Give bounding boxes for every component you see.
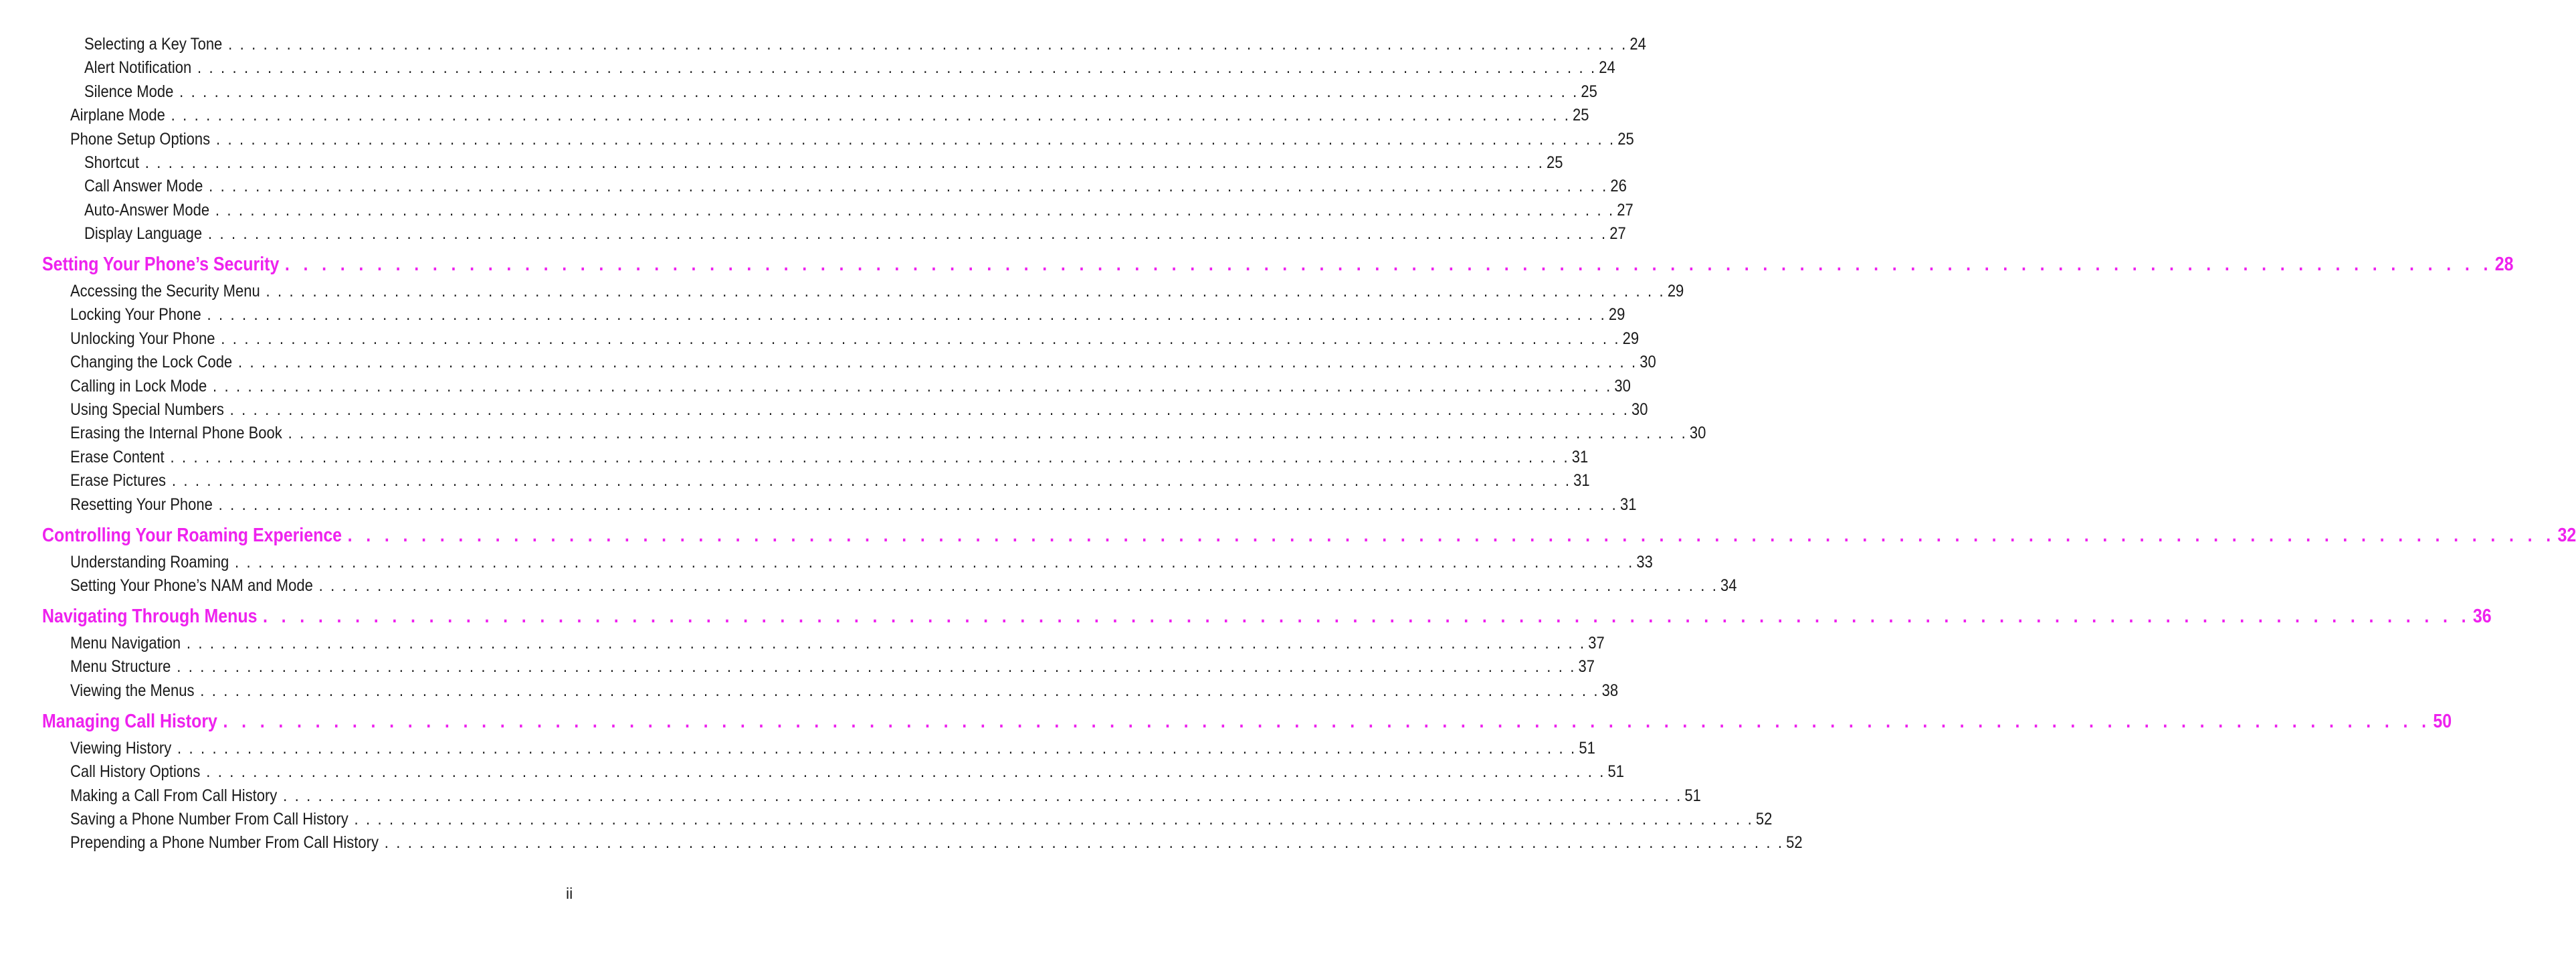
toc-entry-page: 37 [1578,657,1595,676]
toc-entry[interactable] [70,353,1656,372]
toc-entry-page: 31 [1573,471,1590,490]
toc-entry[interactable] [70,833,1803,853]
toc-entry[interactable] [70,400,1648,420]
toc-entry-page: 34 [1720,576,1737,595]
toc-entry-page: 32 [2557,525,2576,546]
toc-entry[interactable] [70,762,1624,782]
toc-entry[interactable] [70,553,1653,572]
toc-entry-title: Erasing the Internal Phone Book [70,424,282,442]
toc-entry-page: 52 [1755,810,1773,829]
toc-entry-page: 51 [1684,786,1701,805]
dot-leader: . . . . . . . . . . . . . . . . . . . . . . . . . . . . . . . . . . . . . . . . . . . . . . . . . . . . . . . . . . . . . . . . . . . . . . . . . . . . . . . . . . . . . . . . . . . . . . . . . . . . . . . . . . . . . . . . . . . . . . . . [179,82,1579,101]
toc-entry-title: Resetting Your Phone [70,495,213,514]
toc-entry-title: Call Answer Mode [84,177,203,195]
toc-entry-page: 30 [1640,353,1656,371]
dot-leader: . . . . . . . . . . . . . . . . . . . . . . . . . . . . . . . . . . . . . . . . . . . . . . . . . . . . . . . . . . . . . . . . . . . . . . . . . . . . . . . . . . . . . . . . . . . . . . . . . . . . . . . . . . . . . . . . . . . . . . . . [284,254,2493,275]
page-number: ii [566,885,573,902]
toc-entry-page: 36 [2472,606,2492,627]
toc-entry[interactable] [70,282,1684,301]
toc-chapter-entry[interactable] [42,254,2514,276]
toc-entry-title: Saving a Phone Number From Call History [70,810,349,829]
dot-leader: . . . . . . . . . . . . . . . . . . . . . . . . . . . . . . . . . . . . . . . . . . . . . . . . . . . . . . . . . . . . . . . . . . . . . . . . . . . . . . . . . . . . . . . . . . . . . . . . . . . . . . . . . . . . . . . . . . . . . . . . [221,329,1621,348]
toc-entry-title: Display Language [84,224,203,243]
toc-entry-title: Calling in Lock Mode [70,377,207,396]
toc-entry[interactable] [70,377,1631,396]
toc-entry[interactable] [70,634,1605,653]
toc-entry-title: Viewing History [70,739,172,758]
toc-entry-title: Call History Options [70,762,201,781]
toc-entry-title: Using Special Numbers [70,400,224,419]
toc-entry-page: 52 [1786,833,1803,852]
toc-entry[interactable] [70,739,1595,758]
toc-entry-page: 51 [1579,739,1595,758]
dot-leader: . . . . . . . . . . . . . . . . . . . . . . . . . . . . . . . . . . . . . . . . . . . . . . . . . . . . . . . . . . . . . . . . . . . . . . . . . . . . . . . . . . . . . . . . . . . . . . . . . . . . . . . . . . . . . . . . . . . . . . . . [218,495,1618,514]
toc-entry[interactable] [70,786,1701,806]
toc-entry[interactable] [70,329,1640,349]
toc-entry-page: 25 [1547,153,1563,172]
toc-entry-title: Erase Content [70,448,165,466]
toc-entry[interactable] [84,58,1615,78]
toc-entry-title: Accessing the Security Menu [70,282,260,300]
toc-entry-title: Airplane Mode [70,106,165,124]
toc-entry[interactable] [70,810,1773,829]
dot-leader: . . . . . . . . . . . . . . . . . . . . . . . . . . . . . . . . . . . . . . . . . . . . . . . . . . . . . . . . . . . . . . . . . . . . . . . . . . . . . . . . . . . . . . . . . . . . . . . . . . . . . . . . . . . . . . . . . . . . . . . . [215,201,1615,220]
toc-entry-page: 24 [1599,58,1615,77]
toc-entry-page: 25 [1617,130,1634,149]
toc-entry-title: Setting Your Phone’s NAM and Mode [70,576,313,595]
toc-entry-page: 51 [1607,762,1624,781]
toc-entry[interactable] [84,201,1633,220]
toc-entry-page: 27 [1609,224,1626,243]
toc-entry-page: 30 [1631,400,1648,419]
dot-leader: . . . . . . . . . . . . . . . . . . . . . . . . . . . . . . . . . . . . . . . . . . . . . . . . . . . . . . . . . . . . . . . . . . . . . . . . . . . . . . . . . . . . . . . . . . . . . . . . . . . . . . . . . . . . . . . . . . . . . . . . [263,606,2471,627]
toc-entry-page: 28 [2494,254,2514,275]
toc-entry-title: Unlocking Your Phone [70,329,215,348]
toc-entry-title: Erase Pictures [70,471,167,490]
dot-leader: . . . . . . . . . . . . . . . . . . . . . . . . . . . . . . . . . . . . . . . . . . . . . . . . . . . . . . . . . . . . . . . . . . . . . . . . . . . . . . . . . . . . . . . . . . . . . . . . . . . . . . . . . . . . . . . . . . . . . . . . [354,810,1754,829]
toc-entry[interactable] [84,35,1646,54]
toc-entry-title: Understanding Roaming [70,553,229,572]
dot-leader: . . . . . . . . . . . . . . . . . . . . . . . . . . . . . . . . . . . . . . . . . . . . . . . . . . . . . . . . . . . . . . . . . . . . . . . . . . . . . . . . . . . . . . . . . . . . . . . . . . . . . . . . . . . . . . . . . . . . . . . . [318,576,1718,595]
toc-entry-page: 26 [1610,177,1627,195]
toc-entry-title: Prepending a Phone Number From Call History [70,833,379,852]
toc-entry[interactable] [70,448,1589,467]
toc-entry[interactable] [84,177,1627,196]
dot-leader: . . . . . . . . . . . . . . . . . . . . . . . . . . . . . . . . . . . . . . . . . . . . . . . . . . . . . . . . . . . . . . . . . . . . . . . . . . . . . . . . . . . . . . . . . . . . . . . . . . . . . . . . . . . . . . . . . . . . . . . . [186,634,1586,652]
toc-entry-page: 30 [1614,377,1631,396]
dot-leader: . . . . . . . . . . . . . . . . . . . . . . . . . . . . . . . . . . . . . . . . . . . . . . . . . . . . . . . . . . . . . . . . . . . . . . . . . . . . . . . . . . . . . . . . . . . . . . . . . . . . . . . . . . . . . . . . . . . . . . . . [206,762,1605,781]
toc-entry-page: 50 [2433,711,2452,732]
dot-leader: . . . . . . . . . . . . . . . . . . . . . . . . . . . . . . . . . . . . . . . . . . . . . . . . . . . . . . . . . . . . . . . . . . . . . . . . . . . . . . . . . . . . . . . . . . . . . . . . . . . . . . . . . . . . . . . . . . . . . . . . [197,58,1597,77]
toc-entry[interactable] [70,424,1706,443]
dot-leader: . . . . . . . . . . . . . . . . . . . . . . . . . . . . . . . . . . . . . . . . . . . . . . . . . . . . . . . . . . . . . . . . . . . . . . . . . . . . . . . . . . . . . . . . . . . . . . . . . . . . . . . . . . . . . . . . . . . . . . . . [215,130,1615,149]
toc-entry-title: Making a Call From Call History [70,786,278,805]
dot-leader: . . . . . . . . . . . . . . . . . . . . . . . . . . . . . . . . . . . . . . . . . . . . . . . . . . . . . . . . . . . . . . . . . . . . . . . . . . . . . . . . . . . . . . . . . . . . . . . . . . . . . . . . . . . . . . . . . . . . . . . . [228,35,1627,54]
dot-leader: . . . . . . . . . . . . . . . . . . . . . . . . . . . . . . . . . . . . . . . . . . . . . . . . . . . . . . . . . . . . . . . . . . . . . . . . . . . . . . . . . . . . . . . . . . . . . . . . . . . . . . . . . . . . . . . . . . . . . . . . [170,448,1570,466]
toc-entry[interactable] [70,576,1737,596]
dot-leader: . . . . . . . . . . . . . . . . . . . . . . . . . . . . . . . . . . . . . . . . . . . . . . . . . . . . . . . . . . . . . . . . . . . . . . . . . . . . . . . . . . . . . . . . . . . . . . . . . . . . . . . . . . . . . . . . . . . . . . . . [207,224,1607,243]
toc-entry[interactable] [70,305,1625,325]
dot-leader: . . . . . . . . . . . . . . . . . . . . . . . . . . . . . . . . . . . . . . . . . . . . . . . . . . . . . . . . . . . . . . . . . . . . . . . . . . . . . . . . . . . . . . . . . . . . . . . . . . . . . . . . . . . . . . . . . . . . . . . . [229,400,1629,419]
toc-entry-title: Changing the Lock Code [70,353,233,371]
toc-entry-page: 33 [1636,553,1653,572]
toc-entry[interactable] [84,82,1597,102]
toc-entry-title: Shortcut [84,153,139,172]
toc-chapter-entry[interactable] [42,525,2576,547]
toc-entry-page: 29 [1667,282,1684,300]
dot-leader: . . . . . . . . . . . . . . . . . . . . . . . . . . . . . . . . . . . . . . . . . . . . . . . . . . . . . . . . . . . . . . . . . . . . . . . . . . . . . . . . . . . . . . . . . . . . . . . . . . . . . . . . . . . . . . . . . . . . . . . . [177,657,1577,676]
toc-entry-title: Alert Notification [84,58,192,77]
dot-leader: . . . . . . . . . . . . . . . . . . . . . . . . . . . . . . . . . . . . . . . . . . . . . . . . . . . . . . . . . . . . . . . . . . . . . . . . . . . . . . . . . . . . . . . . . . . . . . . . . . . . . . . . . . . . . . . . . . . . . . . . [171,471,1571,490]
toc-entry-page: 29 [1608,305,1625,324]
toc-entry-page: 31 [1619,495,1637,514]
toc-entry-title: Setting Your Phone’s Security [42,254,280,275]
dot-leader: . . . . . . . . . . . . . . . . . . . . . . . . . . . . . . . . . . . . . . . . . . . . . . . . . . . . . . . . . . . . . . . . . . . . . . . . . . . . . . . . . . . . . . . . . . . . . . . . . . . . . . . . . . . . . . . . . . . . . . . . [283,786,1682,805]
toc-entry-page: 27 [1617,201,1633,220]
toc-entry-title: Phone Setup Options [70,130,211,149]
toc-entry-title: Menu Navigation [70,634,181,652]
toc-entry[interactable] [70,681,1619,701]
toc-entry[interactable] [70,106,1589,125]
toc-entry-title: Menu Structure [70,657,171,676]
toc-entry-title: Selecting a Key Tone [84,35,223,54]
toc-entry-page: 31 [1571,448,1589,466]
dot-leader: . . . . . . . . . . . . . . . . . . . . . . . . . . . . . . . . . . . . . . . . . . . . . . . . . . . . . . . . . . . . . . . . . . . . . . . . . . . . . . . . . . . . . . . . . . . . . . . . . . . . . . . . . . . . . . . . . . . . . . . . [213,377,1612,396]
dot-leader: . . . . . . . . . . . . . . . . . . . . . . . . . . . . . . . . . . . . . . . . . . . . . . . . . . . . . . . . . . . . . . . . . . . . . . . . . . . . . . . . . . . . . . . . . . . . . . . . . . . . . . . . . . . . . . . . . . . . . . . . [200,681,1600,700]
dot-leader: . . . . . . . . . . . . . . . . . . . . . . . . . . . . . . . . . . . . . . . . . . . . . . . . . . . . . . . . . . . . . . . . . . . . . . . . . . . . . . . . . . . . . . . . . . . . . . . . . . . . . . . . . . . . . . . . . . . . . . . . [235,553,1634,572]
dot-leader: . . . . . . . . . . . . . . . . . . . . . . . . . . . . . . . . . . . . . . . . . . . . . . . . . . . . . . . . . . . . . . . . . . . . . . . . . . . . . . . . . . . . . . . . . . . . . . . . . . . . . . . . . . . . . . . . . . . . . . . . [384,833,1784,852]
dot-leader: . . . . . . . . . . . . . . . . . . . . . . . . . . . . . . . . . . . . . . . . . . . . . . . . . . . . . . . . . . . . . . . . . . . . . . . . . . . . . . . . . . . . . . . . . . . . . . . . . . . . . . . . . . . . . . . . . . . . . . . . [266,282,1666,300]
toc-entry-page: 30 [1689,424,1706,442]
toc-entry-title: Auto-Answer Mode [84,201,210,220]
dot-leader: . . . . . . . . . . . . . . . . . . . . . . . . . . . . . . . . . . . . . . . . . . . . . . . . . . . . . . . . . . . . . . . . . . . . . . . . . . . . . . . . . . . . . . . . . . . . . . . . . . . . . . . . . . . . . . . . . . . . . . . . [237,353,1638,371]
toc-entry[interactable] [70,495,1637,515]
dot-leader: . . . . . . . . . . . . . . . . . . . . . . . . . . . . . . . . . . . . . . . . . . . . . . . . . . . . . . . . . . . . . . . . . . . . . . . . . . . . . . . . . . . . . . . . . . . . . . . . . . . . . . . . . . . . . . . . . . . . . . . . [209,177,1608,195]
toc-entry-page: 37 [1588,634,1605,652]
toc-entry-title: Viewing the Menus [70,681,195,700]
toc-entry[interactable] [84,224,1626,244]
dot-leader: . . . . . . . . . . . . . . . . . . . . . . . . . . . . . . . . . . . . . . . . . . . . . . . . . . . . . . . . . . . . . . . . . . . . . . . . . . . . . . . . . . . . . . . . . . . . . . . . . . . . . . . . . . . . . . . . . . . . . . . . [171,106,1571,124]
toc-entry-page: 38 [1601,681,1619,700]
dot-leader: . . . . . . . . . . . . . . . . . . . . . . . . . . . . . . . . . . . . . . . . . . . . . . . . . . . . . . . . . . . . . . . . . . . . . . . . . . . . . . . . . . . . . . . . . . . . . . . . . . . . . . . . . . . . . . . . . . . . . . . . [177,739,1577,758]
dot-leader: . . . . . . . . . . . . . . . . . . . . . . . . . . . . . . . . . . . . . . . . . . . . . . . . . . . . . . . . . . . . . . . . . . . . . . . . . . . . . . . . . . . . . . . . . . . . . . . . . . . . . . . . . . . . . . . . . . . . . . . . [288,424,1688,442]
toc-entry[interactable] [84,153,1563,173]
toc-entry-title: Controlling Your Roaming Experience [42,525,342,546]
toc-entry-page: 25 [1572,106,1589,124]
dot-leader: . . . . . . . . . . . . . . . . . . . . . . . . . . . . . . . . . . . . . . . . . . . . . . . . . . . . . . . . . . . . . . . . . . . . . . . . . . . . . . . . . . . . . . . . . . . . . . . . . . . . . . . . . . . . . . . . . . . . . . . . [347,525,2556,546]
toc-entry[interactable] [70,130,1634,149]
toc-entry-title: Silence Mode [84,82,174,101]
toc-entry-page: 24 [1629,35,1646,54]
toc-entry-page: 25 [1581,82,1597,101]
dot-leader: . . . . . . . . . . . . . . . . . . . . . . . . . . . . . . . . . . . . . . . . . . . . . . . . . . . . . . . . . . . . . . . . . . . . . . . . . . . . . . . . . . . . . . . . . . . . . . . . . . . . . . . . . . . . . . . . . . . . . . . . [144,153,1545,172]
toc-chapter-entry[interactable] [42,606,2492,628]
dot-leader: . . . . . . . . . . . . . . . . . . . . . . . . . . . . . . . . . . . . . . . . . . . . . . . . . . . . . . . . . . . . . . . . . . . . . . . . . . . . . . . . . . . . . . . . . . . . . . . . . . . . . . . . . . . . . . . . . . . . . . . . [207,305,1607,324]
toc-entry-title: Managing Call History [42,711,217,732]
toc-entry-title: Navigating Through Menus [42,606,258,627]
toc-entry-page: 29 [1622,329,1640,348]
toc-entry[interactable] [70,471,1590,491]
toc-entry[interactable] [70,657,1595,677]
dot-leader: . . . . . . . . . . . . . . . . . . . . . . . . . . . . . . . . . . . . . . . . . . . . . . . . . . . . . . . . . . . . . . . . . . . . . . . . . . . . . . . . . . . . . . . . . . . . . . . . . . . . . . . . . . . . . . . . . . . . . . . . [223,711,2431,732]
toc-entry-title: Locking Your Phone [70,305,201,324]
toc-chapter-entry[interactable] [42,711,2452,733]
